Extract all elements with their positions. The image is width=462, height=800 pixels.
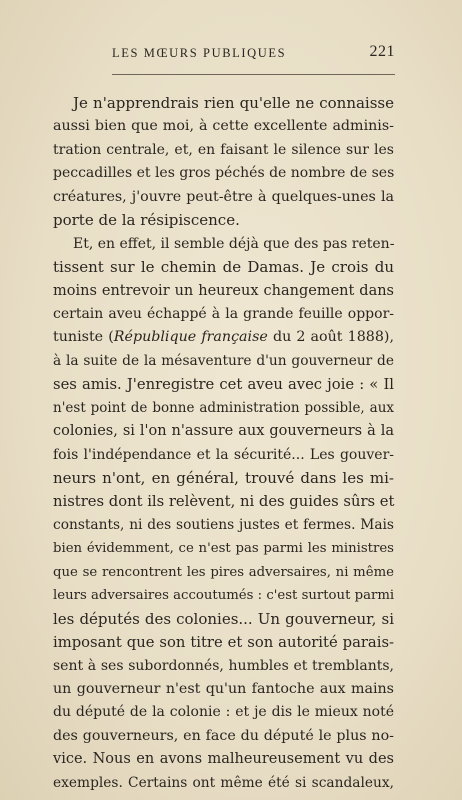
text-line: exemples. Certains ont même été si scandaleux, (53, 774, 394, 791)
text-line: fois l'indépendance et la sécurité... Les gouver- (53, 446, 394, 463)
text-line: aussi bien que moi, à cette excellente adminis- (53, 118, 394, 135)
newspaper-title: République française (113, 329, 268, 346)
text-line: un gouverneur n'est qu'un fantoche aux mains (53, 680, 394, 697)
text-line: peccadilles et les gros péchés de nombre de ses (53, 165, 395, 182)
text-line: certain aveu échappé à la grande feuille oppor- (53, 305, 394, 322)
text-line: les députés des colonies... Un gouverneur, si (53, 609, 394, 628)
text-line: sent à ses subordonnés, humbles et tremblants, (53, 657, 394, 674)
text-line: nistres dont ils relèvent, ni des guides sûrs et (53, 493, 395, 511)
text-line: colonies, si l'on n'assure aux gouverneurs à la (53, 423, 394, 440)
text-fragment: du 2 août 1888), (267, 329, 394, 346)
text-line: leurs adversaires accoutumés : c'est surtout parmi (53, 588, 395, 604)
text-line: Je n'apprendrais rien qu'elle ne connaisse (73, 94, 394, 112)
text-fragment: tuniste ( (53, 329, 114, 346)
text-line: bien évidemment, ce n'est pas parmi les ministres (53, 541, 394, 557)
text-line: moins entrevoir un heureux changement dans (53, 282, 394, 299)
text-line: vice. Nous en avons malheureusement vu des (53, 751, 394, 768)
text-line: des gouverneurs, en face du député le plus no- (53, 727, 394, 744)
text-line: du député de la colonie : et je dis le mieux noté (53, 704, 394, 721)
text-line: à la suite de la mésaventure d'un gouverneur de (53, 352, 394, 369)
text-line: tration centrale, et, en faisant le silence sur les (53, 141, 394, 158)
text-line: n'est point de bonne administration possible, aux (53, 399, 394, 416)
text-line: créatures, j'ouvre peut-être à quelques-unes la (53, 188, 394, 205)
body-text (53, 92, 394, 795)
text-line: porte de la résipiscence. (53, 211, 240, 230)
text-line: neurs n'ont, en général, trouvé dans les mi- (53, 469, 394, 487)
text-line: imposant que son titre et son autorité parais- (53, 634, 394, 652)
header-rule (112, 74, 395, 75)
text-line: tissent sur le chemin de Damas. Je crois du (53, 258, 394, 277)
page-number: 221 (369, 43, 395, 60)
text-line: Et, en effet, il semble déjà que des pas reten- (73, 235, 395, 252)
text-line (53, 326, 394, 349)
text-line: constants, ni des soutiens justes et fermes. Mais (53, 516, 394, 533)
text-line: ses amis. J'enregistre cet aveu avec joie : « Il (53, 376, 394, 394)
running-title: LES MŒURS PUBLIQUES (112, 46, 287, 60)
text-line: que se rencontrent les pires adversaires, ni même (53, 564, 394, 580)
running-header (112, 43, 395, 64)
